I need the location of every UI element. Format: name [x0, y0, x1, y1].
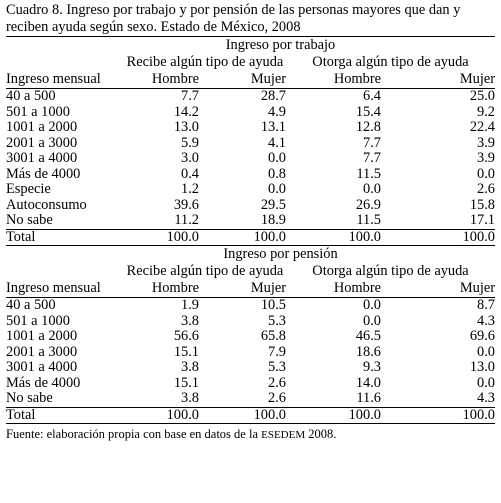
- table-row: [6, 105, 495, 121]
- table-container: [6, 0, 495, 443]
- sex-column-header: Mujer: [459, 71, 495, 87]
- row-label: Autoconsumo: [6, 196, 87, 213]
- table-cell: 65.8: [260, 328, 286, 344]
- column-group-header: Otorga algún tipo de ayuda: [312, 263, 469, 279]
- table-cell: 13.0: [469, 359, 495, 375]
- table-row: [6, 213, 495, 229]
- table-cell: 17.1: [469, 212, 495, 228]
- table-cell: 5.3: [268, 312, 286, 329]
- table-row: [6, 182, 495, 198]
- source-note: [6, 426, 495, 443]
- table-cell: 3.9: [477, 134, 495, 151]
- row-label: Total: [6, 228, 36, 245]
- row-label: 2001 a 3000: [6, 134, 78, 151]
- table-cell: 46.5: [355, 328, 381, 344]
- table-cell: 13.1: [260, 119, 286, 135]
- table-cell: 2.6: [477, 181, 495, 197]
- table-cell: 15.1: [173, 343, 199, 360]
- table-cell: 25.0: [469, 88, 495, 104]
- row-label: Más de 4000: [6, 374, 81, 391]
- table-cell: 4.3: [477, 390, 495, 406]
- table-row: [6, 136, 495, 152]
- table-cell: 6.4: [363, 88, 381, 104]
- row-label: 1001 a 2000: [6, 328, 78, 344]
- table-cell: 100.0: [348, 406, 381, 423]
- table-cell: 14.0: [355, 374, 381, 391]
- sub-header-row: [6, 71, 495, 88]
- table-cell: 4.3: [477, 312, 495, 329]
- table-row: [6, 167, 495, 183]
- row-label: No sabe: [6, 212, 53, 228]
- table-cell: 0.0: [477, 343, 495, 360]
- table-cell: 4.9: [268, 103, 286, 120]
- sex-column-header: Mujer: [250, 71, 286, 87]
- table-cell: 100.0: [462, 406, 495, 423]
- table-cell: 9.3: [363, 359, 381, 375]
- row-label: No sabe: [6, 390, 53, 406]
- table-row: [6, 408, 495, 424]
- table-cell: 15.4: [355, 103, 381, 120]
- table-cell: 7.7: [363, 150, 381, 166]
- table-cell: 0.0: [477, 165, 495, 182]
- row-label: 3001 a 4000: [6, 150, 78, 166]
- table-cell: 100.0: [166, 228, 199, 245]
- table-cell: 2.6: [268, 390, 286, 406]
- bottom-rule: [6, 423, 495, 424]
- table-cell: 11.6: [356, 390, 381, 406]
- section-heading: Ingreso por pensión: [223, 246, 338, 262]
- sex-column-header: Hombre: [151, 280, 199, 296]
- sex-column-header: Mujer: [459, 280, 495, 296]
- table-row: [6, 230, 495, 246]
- table-cell: 26.9: [355, 196, 381, 213]
- sex-column-header: Hombre: [151, 71, 199, 87]
- table-cell: 15.8: [469, 196, 495, 213]
- table-cell: 0.0: [268, 150, 286, 166]
- table-cell: 1.9: [181, 297, 199, 313]
- table-row: [6, 298, 495, 314]
- source-prefix: Fuente: elaboración propia con base en datos de la: [6, 427, 262, 441]
- row-label: 1001 a 2000: [6, 119, 78, 135]
- table-title: Cuadro 8. Ingreso por trabajo y por pensión de las personas mayores que dan y reciben ayuda según sexo. Estado de México, 2008: [6, 2, 461, 35]
- table-cell: 3.9: [477, 150, 495, 166]
- table-cell: 7.9: [268, 343, 286, 360]
- table-cell: 22.4: [469, 119, 495, 135]
- table-row: [6, 329, 495, 345]
- row-label: 501 a 1000: [6, 312, 70, 329]
- table-cell: 7.7: [363, 134, 381, 151]
- table-row: [6, 198, 495, 214]
- source-acronym: ESEDEM: [261, 429, 306, 441]
- table-cell: 2.6: [268, 374, 286, 391]
- table-cell: 1.2: [181, 181, 199, 197]
- group-header-row: [6, 263, 495, 280]
- row-label: 2001 a 3000: [6, 343, 78, 360]
- table-cell: 3.8: [181, 390, 199, 406]
- table-row: [6, 314, 495, 330]
- column-group-header: Recibe algún tipo de ayuda: [126, 263, 284, 279]
- row-label: 40 a 500: [6, 88, 56, 104]
- sex-column-header: Hombre: [333, 71, 381, 87]
- row-label: 40 a 500: [6, 297, 56, 313]
- sex-column-header: Mujer: [250, 280, 286, 296]
- column-group-header: Otorga algún tipo de ayuda: [312, 54, 469, 70]
- table-cell: 0.0: [477, 374, 495, 391]
- row-label: Total: [6, 406, 36, 423]
- row-label: 3001 a 4000: [6, 359, 78, 375]
- table-cell: 8.7: [477, 297, 495, 313]
- table-row: [6, 89, 495, 105]
- row-label: Más de 4000: [6, 165, 81, 182]
- sub-header-row: [6, 280, 495, 297]
- row-label: 501 a 1000: [6, 103, 70, 120]
- table-row: [6, 151, 495, 167]
- table-cell: 5.9: [181, 134, 199, 151]
- table-cell: 10.5: [260, 297, 286, 313]
- table-cell: 12.8: [355, 119, 381, 135]
- group-header-spacer: [6, 263, 124, 280]
- table-cell: 100.0: [348, 228, 381, 245]
- sex-column-header: Hombre: [333, 280, 381, 296]
- group-header-spacer: [6, 54, 124, 71]
- table-cell: 0.0: [363, 181, 381, 197]
- table-cell: 69.6: [469, 328, 495, 344]
- table-row: [6, 360, 495, 376]
- table-cell: 3.0: [181, 150, 199, 166]
- group-header-row: [6, 54, 495, 71]
- table-cell: 100.0: [166, 406, 199, 423]
- table-cell: 11.2: [174, 212, 199, 228]
- table-cell: 4.1: [268, 134, 286, 151]
- table-cell: 9.2: [477, 103, 495, 120]
- table-cell: 3.8: [181, 359, 199, 375]
- table-cell: 3.8: [181, 312, 199, 329]
- section-heading: Ingreso por trabajo: [225, 37, 336, 53]
- table-cell: 13.0: [173, 119, 199, 135]
- table-row: [6, 120, 495, 136]
- table-row: [6, 391, 495, 407]
- table-cell: 11.5: [356, 165, 381, 182]
- table-cell: 56.6: [173, 328, 199, 344]
- row-header-label: Ingreso mensual: [6, 280, 101, 296]
- table-cell: 29.5: [260, 196, 286, 213]
- table-row: [6, 376, 495, 392]
- row-label: Especie: [6, 181, 51, 197]
- source-suffix: 2008.: [305, 427, 337, 441]
- column-group-header: Recibe algún tipo de ayuda: [126, 54, 284, 70]
- table-cell: 0.0: [363, 312, 381, 329]
- table-cell: 100.0: [253, 228, 286, 245]
- table-cell: 0.4: [181, 165, 199, 182]
- table-cell: 28.7: [260, 88, 286, 104]
- table-cell: 100.0: [462, 228, 495, 245]
- table-cell: 5.3: [268, 359, 286, 375]
- table-cell: 15.1: [173, 374, 199, 391]
- table-row: [6, 345, 495, 361]
- table-cell: 100.0: [253, 406, 286, 423]
- row-header-label: Ingreso mensual: [6, 71, 101, 87]
- table-cell: 14.2: [173, 103, 199, 120]
- table-cell: 39.6: [173, 196, 199, 213]
- table-cell: 11.5: [356, 212, 381, 228]
- table-cell: 18.9: [260, 212, 286, 228]
- table-cell: 7.7: [181, 88, 199, 104]
- table-cell: 0.0: [268, 181, 286, 197]
- table-cell: 0.0: [363, 297, 381, 313]
- table-body: [6, 36, 495, 423]
- table-cell: 0.8: [268, 165, 286, 182]
- table-cell: 18.6: [355, 343, 381, 360]
